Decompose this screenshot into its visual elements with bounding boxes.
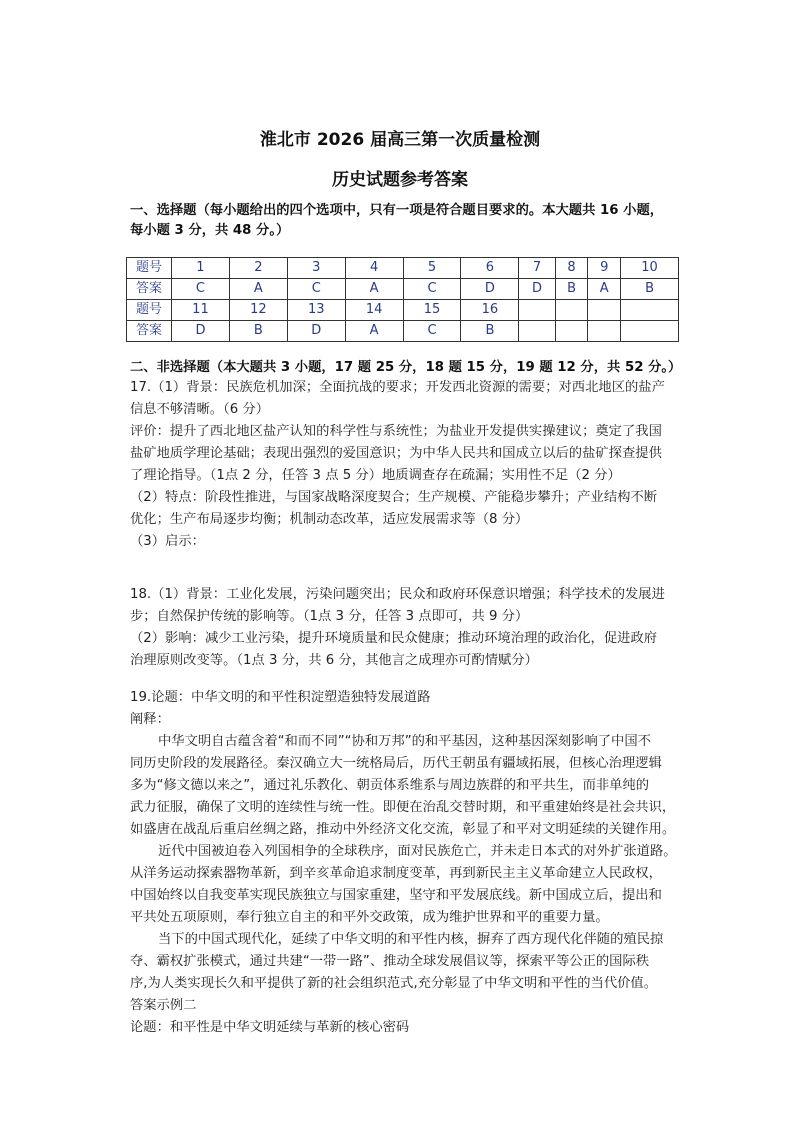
- table-cell: [519, 300, 555, 321]
- section1-heading-cont: 每小题 3 分，共 48 分。）: [130, 223, 290, 238]
- table-cell: B: [461, 321, 519, 342]
- table-cell: A: [345, 321, 403, 342]
- table-cell: D: [461, 279, 519, 300]
- table-cell: 13: [287, 300, 345, 321]
- q17-line: 了理论指导。（1点 2 分，任答 3 点 5 分）地质调查存在疏漏；实用性不足（2 分）: [130, 468, 621, 483]
- q19-paragraph-line: 武力征服，确保了文明的连续性与统一性。即便在治乱交替时期，和平重建始终是社会共识，: [130, 800, 676, 815]
- table-cell: [555, 321, 588, 342]
- table-cell: [588, 300, 621, 321]
- q19-paragraph-line: 序,为人类实现长久和平提供了新的社会组织范式,充分彰显了中华文明和平性的当代价值。: [130, 976, 658, 991]
- table-cell: 1: [172, 258, 230, 279]
- q19-paragraph-line: 同历史阶段的发展路径。秦汉确立大一统格局后，历代王朝虽有疆域拓展，但核心治理逻辑: [130, 756, 662, 771]
- section1-heading: 一、选择题（每小题给出的四个选项中，只有一项是符合题目要求的。本大题共 16 小题，: [130, 203, 664, 218]
- q18-line: 18.（1）背景：工业化发展，污染问题突出；民众和政府环保意识增强；科学技术的发展进: [130, 587, 665, 602]
- table-cell: 11: [172, 300, 230, 321]
- table-cell: A: [588, 279, 621, 300]
- q17-line: 信息不够清晰。（6 分）: [130, 402, 270, 417]
- q19-paragraph-line: 如盛唐在战乱后重启丝绸之路，推动中外经济文化交流，彰显了和平对文明延续的关键作用。: [130, 822, 676, 837]
- table-cell: 6: [461, 258, 519, 279]
- table-cell: 10: [621, 258, 679, 279]
- table-cell: C: [403, 279, 461, 300]
- table-cell: [621, 321, 679, 342]
- table-cell: [588, 321, 621, 342]
- q19-thesis-2: 论题：和平性是中华文明延续与革新的核心密码: [130, 1020, 410, 1035]
- q19-label: 阐释：: [130, 712, 170, 727]
- table-cell: 2: [229, 258, 287, 279]
- q19-paragraph-line: 夺、霸权扩张模式，通过共建“一带一路”、推动全球发展倡议等，探索平等公正的国际秩: [130, 954, 650, 969]
- table-cell: C: [287, 279, 345, 300]
- q19-example-label: 答案示例二: [130, 998, 197, 1013]
- q19-thesis: 19.论题：中华文明的和平性积淀塑造独特发展道路: [130, 690, 431, 705]
- table-row: [127, 258, 679, 279]
- page-subtitle: 历史试题参考答案: [332, 170, 468, 190]
- table-cell: 8: [555, 258, 588, 279]
- table-row: [127, 321, 679, 342]
- page-title: 淮北市 2026 届高三第一次质量检测: [259, 130, 541, 150]
- table-cell: 3: [287, 258, 345, 279]
- q19-paragraph-line: 当下的中国式现代化，延续了中华文明的和平性内核，摒弃了西方现代化伴随的殖民掠: [158, 932, 664, 947]
- table-cell: 题号: [127, 300, 172, 321]
- table-cell: A: [229, 279, 287, 300]
- table-cell: 16: [461, 300, 519, 321]
- table-cell: [555, 300, 588, 321]
- table-cell: D: [519, 279, 555, 300]
- table-cell: C: [403, 321, 461, 342]
- table-cell: D: [172, 321, 230, 342]
- q17-line: （3）启示：: [130, 534, 205, 549]
- table-cell: D: [287, 321, 345, 342]
- q17-line: 评价：提升了西北地区盐产认知的科学性与系统性；为盐业开发提供实操建议；奠定了我国: [130, 424, 662, 439]
- table-cell: [519, 321, 555, 342]
- table-cell: 9: [588, 258, 621, 279]
- q19-paragraph-line: 从洋务运动探索器物革新，到辛亥革命追求制度变革，再到新民主主义革命建立人民政权，: [130, 866, 662, 881]
- q19-paragraph-line: 多为“修文德以来之”，通过礼乐教化、朝贡体系维系与周边族群的和平共生，而非单纯的: [130, 778, 650, 793]
- table-cell: B: [555, 279, 588, 300]
- q19-paragraph-line: 近代中国被迫卷入列国相争的全球秩序，面对民族危亡，并未走日本式的对外扩张道路。: [158, 844, 677, 859]
- table-cell: 15: [403, 300, 461, 321]
- table-row: [127, 279, 679, 300]
- answer-table: [126, 257, 679, 342]
- q19-paragraph-line: 中华文明自古蕴含着“和而不同”“协和万邦”的和平基因，这种基因深刻影响了中国不: [158, 734, 651, 749]
- q17-line: 17.（1）背景：民族危机加深；全面抗战的要求；开发西北资源的需要；对西北地区的盐产: [130, 380, 665, 395]
- section2-heading: 二、非选择题（本大题共 3 小题，17 题 25 分，18 题 15 分，19 题 12 分，共 52 分。）: [130, 360, 682, 375]
- q19-paragraph-line: 平共处五项原则，奉行独立自主的和平外交政策，成为维护世界和平的重要力量。: [130, 910, 609, 925]
- table-cell: B: [621, 279, 679, 300]
- table-cell: 12: [229, 300, 287, 321]
- q17-line: （2）特点：阶段性推进，与国家战略深度契合；生产规模、产能稳步攀升；产业结构不断: [130, 490, 658, 505]
- q17-line: 盐矿地质学理论基础；表现出强烈的爱国意识；为中华人民共和国成立以后的盐矿探查提供: [130, 446, 662, 461]
- table-cell: B: [229, 321, 287, 342]
- q17-line: 优化；生产布局逐步均衡；机制动态改革，适应发展需求等（8 分）: [130, 512, 529, 527]
- table-cell: A: [345, 279, 403, 300]
- table-cell: 题号: [127, 258, 172, 279]
- table-cell: 答案: [127, 321, 172, 342]
- q18-line: 步；自然保护传统的影响等。（1点 3 分，任答 3 点即可，共 9 分）: [130, 609, 529, 624]
- table-cell: [621, 300, 679, 321]
- table-cell: C: [172, 279, 230, 300]
- q18-line: 治理原则改变等。（1点 3 分，共 6 分，其他言之成理亦可酌情赋分）: [130, 653, 538, 668]
- table-cell: 4: [345, 258, 403, 279]
- q19-paragraph-line: 中国始终以自我变革实现民族独立与国家重建，坚守和平发展底线。新中国成立后，提出和: [130, 888, 662, 903]
- q18-line: （2）影响：减少工业污染，提升环境质量和民众健康；推动环境治理的政治化，促进政府: [130, 631, 658, 646]
- table-row: [127, 300, 679, 321]
- table-cell: 5: [403, 258, 461, 279]
- table-cell: 答案: [127, 279, 172, 300]
- table-cell: 14: [345, 300, 403, 321]
- table-cell: 7: [519, 258, 555, 279]
